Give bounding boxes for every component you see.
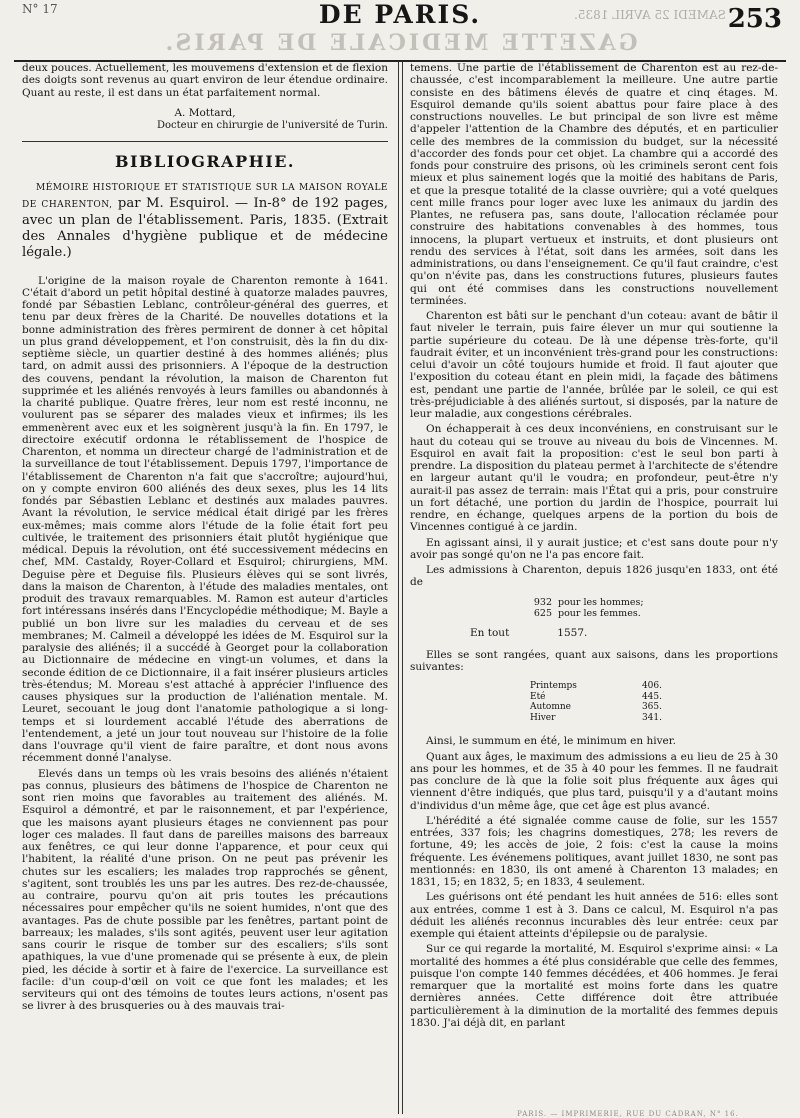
seasons-list: [530, 681, 778, 723]
paragraph: Ainsi, le summum en été, le minimum en hiver.: [426, 735, 676, 748]
paragraph: Sur ce qui regarde la mortalité, M. Esquirol s'exprime ainsi: « La mortalité des hommes a été plus considérable que celle des femmes, puisque l'on compte 140 femmes décédées, et 406 hommes. Je ferai remarquer que la mortalité est moins forte dans les quatre dernières années. Cette différence doit être attribuée particulièrement à la diminution de la mortalité des femmes depuis 1830. J'ai déjà dit, en parlant: [410, 943, 778, 1029]
season-name: Printemps: [530, 681, 577, 692]
printer-footer: PARIS. — IMPRIMERIE, RUE DU CADRAN, N° 16.: [517, 1110, 739, 1118]
total-label: En tout: [470, 626, 510, 639]
paragraph: Les admissions à Charenton, depuis 1826 jusqu'en 1833, ont été de: [410, 564, 778, 589]
season-value: 406.: [641, 681, 662, 692]
book-title-smallcaps: MÉMOIRE HISTORIQUE ET STATISTIQUE SUR LA MAISON ROYALE DE CHARENTON,: [22, 182, 388, 210]
right-column: [410, 62, 778, 1114]
admissions-row: [528, 608, 778, 619]
page-number: 253: [727, 4, 782, 34]
admissions-count: 932: [533, 596, 552, 608]
total-value: 1557.: [557, 626, 588, 639]
season-value: 445.: [641, 691, 662, 702]
bleed-through-date: SAMEDI 25 AVRIL 1835.: [574, 8, 726, 22]
season-name: Eté: [530, 691, 546, 702]
paragraph: Quant aux âges, le maximum des admissions a eu lieu de 25 à 30 ans pour les hommes, et de 35 à 40 pour les femmes. Il ne faudrait pas conclure de là que la folie soit plus fréquente aux âges qui viennent d'être indiqués, que plus tard, puisqu'il y a d'autant moins d'individus d'un même âge, que cet âge est plus avancé.: [410, 750, 778, 812]
section-title: BIBLIOGRAPHIE.: [115, 152, 295, 172]
paragraph: En agissant ainsi, il y aurait justice; et c'est sans doute pour n'y avoir pas songé qu'on ne l'a pas encore fait.: [410, 536, 778, 561]
admissions-total: [470, 627, 778, 639]
admissions-list: [528, 597, 778, 619]
paragraph: Elevés dans un temps où les vrais besoins des aliénés n'étaient pas connus, plusieurs des bâtimens de l'hospice de Charenton ne sont rien moins que favorables au traitement des aliénés. M. Esquirol a démontré, et par le raisonnement, et par l'expérience, que les maisons ayant plusieurs étages ne conviennent pas pour loger ces malades. Il faut dans de pareilles maisons des barreaux aux fenêtres, ce qui leur donne l'apparence, et pour ceux qui l'habitent, la réalité d'une prison. On ne peut pas prévenir les chutes sur les escaliers; les malades trop rapprochés se gênent, s'agitent, sont troublés les uns par les autres. Des rez-de-chaussée, au contraire, pourvu qu'on ait pris toutes les précautions nécessaires pour empêcher qu'ils ne soient humides, n'ont que des avantages. Pas de chute possible par les fenêtres, partant point de barreaux; les malades, s'ils sont agités, peuvent user leur agitation sans courir le risque de tomber sur des escaliers; s'ils sont apathiques, la vue d'une promenade qui se présente à eux, de plein pied, les décide à sortir et à faire de l'exercice. La surveillance est facile: d'un coup-d'œil on voit ce que font les malades; et les serviteurs qui ont des témoins de toutes leurs actions, n'osent pas se livrer à des brusqueries ou à des mauvais trai-: [22, 767, 388, 1013]
season-value: 365.: [641, 702, 662, 713]
admissions-label: pour les hommes;: [558, 596, 644, 608]
paragraph: L'origine de la maison royale de Charenton remonte à 1641. C'était d'abord un petit hôpital destiné à quatorze malades pauvres, fondé par Sébastien Leblanc, contrôleur-général des guerres, et tenu par deux frères de la Charité. De nouvelles dotations et la bonne administration des frères permirent de donner à cet hôpital un plus grand développement, et l'on construisit, dès la fin du dix-septième siècle, un quartier destiné à des hommes aliénés; plus tard, on admit aussi des prisonniers. A l'époque de la destruction des couvens, pendant la révolution, la maison de Charenton fut supprimée et les aliénés renvoyés à leurs familles ou abandonnés à la charité publique. Quatre frères, leur nom est resté inconnu, ne voulurent pas se séparer des malades vieux et infirmes; ils les emmenèrent avec eux et les soignèrent jusqu'à la fin. En 1797, le directoire exécutif ordonna le rétablissement de l'hospice de Charenton, et nomma un directeur chargé de l'administration et de la surveillance de tout l'établissement. Depuis 1797, l'importance de l'établissement de Charenton n'a fait que s'accroître; aujourd'hui, on y compte environ 600 aliénés des deux sexes, plus les 14 lits fondés par Sébastien Leblanc et destinés aux malades pauvres. Avant la révolution, le service médical était dirigé par les frères eux-mêmes; mais comme alors l'étude de la folie était fort peu cultivée, le traitement des prisonniers était plutôt hygiénique que médical. Depuis la révolution, ont été successivement médecins en chef, MM. Castaldy, Royer-Collard et Esquirol; chirurgiens, MM. Deguise père et Deguise fils. Plusieurs élèves qui se sont livrés, dans la maison de Charenton, à l'étude des maladies mentales, ont produit des travaux remarquables. M. Ramon est auteur d'articles fort intéressans insérés dans l'Encyclopédie méthodique; M. Bayle a publié un bon livre sur les maladies du cerveau et de ses membranes; M. Calmeil a développé les idées de M. Esquirol sur la paralysie des aliénés; il a succédé à Georget pour la collaboration au Dictionnaire de médecine en vingt-un volumes, et dans la seconde édition de ce Dictionnaire, il a fait insérer plusieurs articles très-étendus; M. Moreau s'est attaché à apprécier l'influence des causes physiques sur la production de l'aliénation mentale. M. Leuret, secouant le joug dont l'anatomie pathologique a si long-temps et si lourdement accablé l'étude des aberrations de l'entendement, a jeté un jour tout nouveau sur l'histoire de la folie dans l'ouvrage qu'il vient de faire paraître, et dont nous avons récemment donné l'analyse.: [22, 274, 388, 765]
season-name: Hiver: [530, 712, 556, 723]
column-rule: [398, 62, 403, 1114]
season-row: [530, 681, 662, 692]
bleed-through-masthead: GAZETTE MEDICALE DE PARIS.: [162, 30, 638, 56]
admissions-count: 625: [533, 607, 552, 619]
paragraph: Elles se sont rangées, quant aux saisons, dans les proportions suivantes:: [410, 648, 778, 673]
book-title: [22, 179, 388, 261]
left-column: [22, 62, 388, 1114]
article-ending: deux pouces. Actuellement, les mouvemens d'extension et de flexion des doigts sont revenus au quart environ de leur étendue ordinaire. Quant au reste, il est dans un état parfaitement normal.: [22, 62, 388, 99]
signature-title: Docteur en chirurgie de l'université de Turin.: [157, 120, 388, 131]
masthead: DE PARIS.: [318, 0, 482, 29]
season-row: [530, 713, 662, 724]
issue-number: N° 17: [22, 2, 58, 16]
paragraph: L'hérédité a été signalée comme cause de folie, sur les 1557 entrées, 337 fois; les chagrins domestiques, 278; les revers de fortune, 49; les accès de joie, 2 fois: c'est la cause la moins fréquente. Les événemens politiques, avant juillet 1830, ne sont pas mentionnés: en 1830, ils ont amené à Charenton 13 malades; en 1831, 15; en 1832, 5; en 1833, 4 seulement.: [410, 814, 778, 888]
admissions-row: [528, 597, 778, 608]
season-row: [530, 692, 662, 703]
signature-name: A. Mottard,: [174, 106, 236, 119]
season-row: [530, 702, 662, 713]
paragraph: Les guérisons ont été pendant les huit années de 516: elles sont aux entrées, comme 1 est à 3. Dans ce calcul, M. Esquirol n'a pas déduit les aliénés reconnus incurables dès leur entrée: ceux par exemple qui étaient atteints d'épilepsie ou de paralysie.: [410, 891, 778, 940]
season-name: Automne: [530, 702, 571, 713]
admissions-label: pour les femmes.: [558, 607, 641, 619]
season-value: 341.: [641, 712, 662, 723]
page-header: [14, 0, 786, 62]
book-title-details: par M. Esquirol. — In-8° de 192 pages, avec un plan de l'établissement. Paris, 1835. (Extrait des Annales d'hygiène publique et de médecine légale.): [22, 195, 388, 260]
paragraph: Charenton est bâti sur le penchant d'un coteau: avant de bâtir il faut niveler le terrain, puis faire élever un mur qui soutienne la partie supérieure du coteau. De là une dépense très-forte, qu'il faudrait éviter, et un inconvénient très-grand pour les constructions: celui d'avoir un côté toujours humide et froid. Il faut ajouter que l'exposition du coteau étant en plein midi, la façade des bâtimens est, pendant une partie de l'année, brûlée par le soleil, ce qui est très-préjudiciable à des aliénés surtout, si disposés, par la nature de leur maladie, aux congestions cérébrales.: [410, 310, 778, 420]
section-divider: [22, 141, 388, 142]
paragraph: On échapperait à ces deux inconvéniens, en construisant sur le haut du coteau qui se trouve au niveau du bois de Vincennes. M. Esquirol en avait fait la proposition: c'est le seul bon parti à prendre. La disposition du plateau permet à l'architecte de s'étendre en largeur autant qu'il le voudra; en profondeur, peut-être n'y aurait-il pas assez de terrain: mais l'État qui a pris, pour construire un fort détaché, une portion du jardin de l'hospice, pourrait lui rendre, en échange, quelques arpens de la portion du bois de Vincennes contigué à ce jardin.: [410, 423, 778, 534]
paragraph: temens. Une partie de l'établissement de Charenton est au rez-de-chaussée, c'est incomparablement la meilleure. Une autre partie consiste en des bâtimens élevés de quatre et cinq étages. M. Esquirol demande qu'ils soient abattus pour faire place à des constructions nouvelles. Le but principal de son livre est même d'appeler l'attention de la Chambre des députés, et en particulier celle des membres de la commission du budget, sur la nécessité d'accorder des fonds pour cet objet. La chambre qui a accordé des fonds pour construire des prisons, où les criminels seront cent fois mieux et plus sainement logés que la moitié des habitans de Paris, et que la presque totalité de la classe ouvrière; qui a voté quelques cent mille francs pour loger avec luxe les animaux du jardin des Plantes, ne refusera pas, sans doute, l'allocation réclamée pour construire des habitations convenables à des hommes, tous innocens, la plupart vertueux et instruits, et dont plusieurs ont rendu des services à l'état, soit dans les armées, soit dans les administrations, ou dans l'enseignement. Ce qu'il faut craindre, c'est qu'on n'évite pas, dans les constructions futures, plusieurs fautes qui ont été commises dans les constructions nouvellement terminées.: [410, 62, 778, 307]
